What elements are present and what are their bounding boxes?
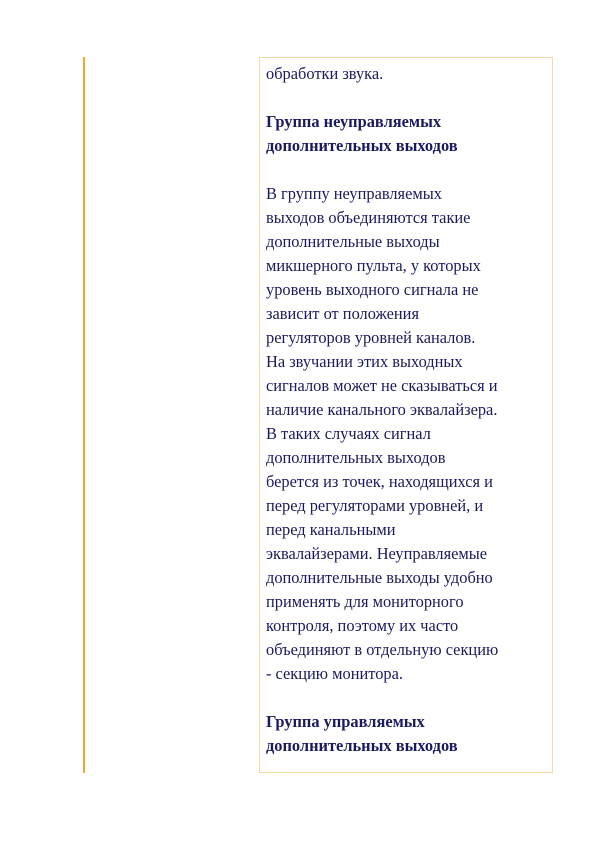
body-line: дополнительные выходы — [266, 232, 440, 251]
heading-line: дополнительных выходов — [266, 136, 458, 155]
body-line: перед регуляторами уровней, и — [266, 496, 484, 515]
text-column — [259, 57, 553, 773]
body-line: применять для мониторного — [266, 592, 464, 611]
left-margin-rule — [83, 57, 85, 773]
intro-paragraph: обработки звука. — [266, 64, 384, 83]
body-line: сигналов может не сказываться и — [266, 376, 498, 395]
body-line: дополнительных выходов — [266, 448, 446, 467]
body-line: берется из точек, находящихся и — [266, 472, 493, 491]
section-heading-uncontrolled — [266, 110, 552, 158]
body-line: В группу неуправляемых — [266, 184, 442, 203]
body-line: зависит от положения — [266, 304, 419, 323]
body-line: микшерного пульта, у которых — [266, 256, 481, 275]
body-line: выходов объединяются такие — [266, 208, 471, 227]
body-line: регуляторов уровней каналов. — [266, 328, 476, 347]
body-line: дополнительные выходы удобно — [266, 568, 493, 587]
heading-line: дополнительных выходов — [266, 736, 458, 755]
body-paragraph — [266, 182, 552, 686]
body-line: эквалайзерами. Неуправляемые — [266, 544, 488, 563]
heading-line: Группа управляемых — [266, 712, 425, 731]
body-line: контроля, поэтому их часто — [266, 616, 459, 635]
body-line: - секцию монитора. — [266, 664, 403, 683]
body-line: уровень выходного сигнала не — [266, 280, 479, 299]
body-line: перед канальными — [266, 520, 396, 539]
body-line: объединяют в отдельную секцию — [266, 640, 499, 659]
body-line: На звучании этих выходных — [266, 352, 463, 371]
heading-line: Группа неуправляемых — [266, 112, 442, 131]
body-line: В таких случаях сигнал — [266, 424, 431, 443]
body-line: наличие канального эквалайзера. — [266, 400, 498, 419]
section-heading-controlled — [266, 710, 552, 758]
